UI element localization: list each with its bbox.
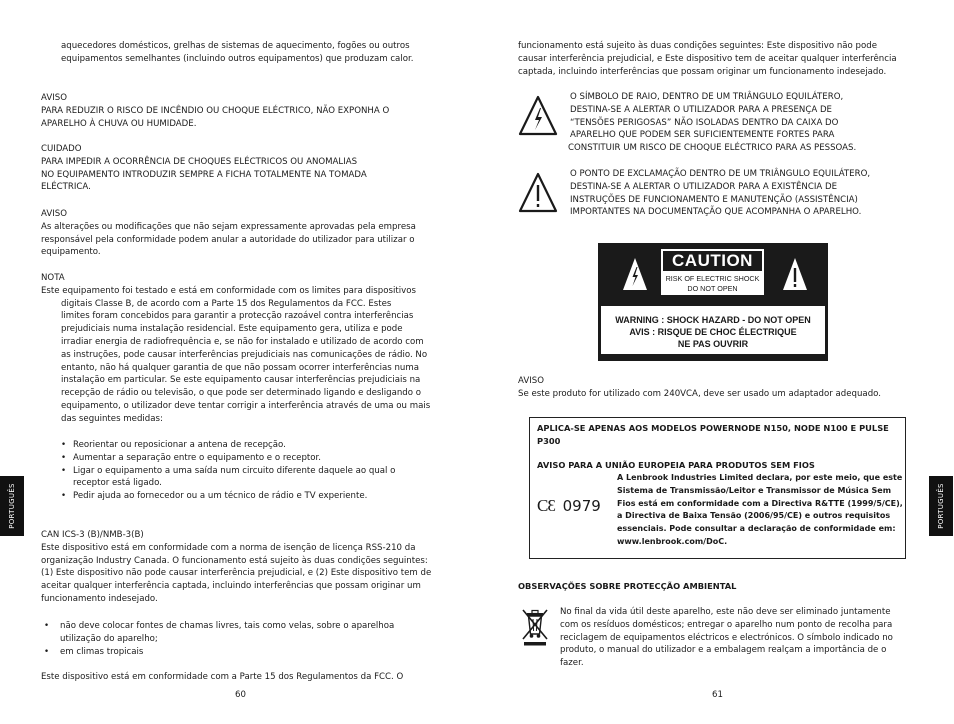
eu-notice-box xyxy=(529,417,906,559)
declaration-of-conformity: A Lenbrook Industries Limited declara, por este meio, que este Sistema de Transmissão/Leitor e Transmissor de Música Sem Fios está em conformidade com a Directiva R&TTE (1999/5/CE), a Directiva de Baixa Tensão (2006/95/CE) e outros requisitos essenciais. Pode consultar a declaração de conformidade em: www.lenbrook.com/DoC. xyxy=(617,473,903,546)
caution-label xyxy=(598,243,828,361)
caution-plate: CAUTION RISK OF ELECTRIC SHOCK DO NOT OPEN xyxy=(661,249,764,295)
list-item: • Reorientar ou reposicionar a antena de recepção. xyxy=(58,439,395,452)
list-item: • Pedir ajuda ao fornecedor ou a um técnico de rádio e TV experiente. xyxy=(58,490,395,503)
env-heading: OBSERVAÇÕES SOBRE PROTECÇÃO AMBIENTAL xyxy=(518,581,737,591)
ce-icon: CƐ xyxy=(537,496,555,515)
env-text: No final da vida útil deste aparelho, este não deve ser eliminado juntamente com os resíduos domésticos; entregar o aparelho num ponto de recolha para reciclagem de equipamentos eléctricos e electrónicos. O símbolo indicado no produto, o manual do utilizador e a embalagem realçam a importância de o fazer. xyxy=(560,607,893,669)
lightning-explanation: O SÍMBOLO DE RAIO, DENTRO DE UM TRIÂNGULO EQUILÁTERO, DESTINA-SE A ALERTAR O UTILIZADOR PARA A PRESENÇA DE “TENSÕES PERIGOSAS” NÃO ISOLADAS DENTRO DA CAIXA DO APARELHO QUE PODEM SER SUFICIENTEMENTE FORTES PARA CONSTITUIR UM RISCO DE CHOQUE ELÉCTRICO PARA AS PESSOAS. xyxy=(568,92,857,154)
fcc-part15-line: Este dispositivo está em conformidade com a Parte 15 dos Regulamentos da FCC. O xyxy=(41,672,404,682)
aviso-heading: AVISO xyxy=(41,209,67,219)
fcc-continuation: funcionamento está sujeito às duas condições seguintes: Este dispositivo não pode causar interferência prejudicial, e Este dispositivo tem de aceitar qualquer interferência captada, incluindo interferências que possam originar um funcionamento indesejado. xyxy=(518,41,897,77)
exclamation-warning-icon xyxy=(518,172,558,214)
intro-continuation: aquecedores domésticos, grelhas de sistemas de aquecimento, fogões ou outros equipamentos semelhantes (incluindo outros equipamentos) que produzam calor. xyxy=(61,41,414,64)
page-number: 61 xyxy=(712,690,723,700)
exclamation-explanation: O PONTO DE EXCLAMAÇÃO DENTRO DE UM TRIÂNGULO EQUILÁTERO, DESTINA-SE A ALERTAR O UTILIZADOR PARA A EXISTÊNCIA DE INSTRUÇÕES DE FUNCIONAMENTO E MANUTENÇÃO (ASSISTÊNCIA) IMPORTANTES NA DOCUMENTAÇÃO QUE ACOMPANHA O APARELHO. xyxy=(570,169,871,218)
caution-title: CAUTION xyxy=(663,251,762,271)
fcc-measures-list xyxy=(58,439,395,503)
aviso-heading: AVISO xyxy=(41,93,67,103)
ics-section: CAN ICS-3 (B)/NMB-3(B) Este dispositivo está em conformidade com a norma de isenção de licença RSS-210 da organização Industry Canada. O funcionamento está sujeito às duas condições seguintes: (1) Este dispositivo não pode causar interferência prejudicial, e (2) Este dispositivo tem de aceitar qualquer interferência captada, incluindo interferências que possam originar um funcionamento indesejado. xyxy=(41,530,432,604)
list-item: • não deve colocar fontes de chamas livres, tais como velas, sobre o aparelhoa utilização do aparelho; xyxy=(41,620,394,646)
cuidado-section: CUIDADO PARA IMPEDIR A OCORRÊNCIA DE CHOQUES ELÉCTRICOS OU ANOMALIAS NO EQUIPAMENTO INTRODUZIR SEMPRE A FICHA TOTALMENTE NA TOMADA ELÉCTRICA. xyxy=(41,144,367,193)
nota-section: NOTA Este equipamento foi testado e está em conformidade com os limites para dispositivos digitais Classe B, de acordo com a Parte 15 dos Regulamentos da FCC. Estes limites foram concebidos para garantir a protecção razoável contra interferências prejudiciais numa instalação residencial. Este equipamento gera, utiliza e pode irradiar energia de radiofrequência e, se não for instalado e utilizado de acordo com as instruções, pode causar interferências prejudiciais nas comunicações de rádio. No entanto, não há qualquer garantia de que não possam ocorrer interferências numa instalação em particular. Se este equipamento causar interferências prejudiciais na recepção de rádio ou televisão, o que pode ser determinado ligando e desligando o equipamento, o utilizador deve tentar corrigir a interferência através de uma ou mais das seguintes medidas: xyxy=(41,273,431,424)
language-tab: PORTUGUÊS xyxy=(929,476,953,536)
nota-heading: NOTA xyxy=(41,273,65,283)
ce-mark: CƐ 0979 xyxy=(537,496,601,515)
list-item: • Ligar o equipamento a uma saída num circuito diferente daquele ao qual o receptor está ligado. xyxy=(58,465,395,491)
list-item: • em climas tropicais xyxy=(41,646,394,659)
aviso-heading: AVISO xyxy=(518,376,544,386)
right-page xyxy=(477,0,954,724)
ics-heading: CAN ICS-3 (B)/NMB-3(B) xyxy=(41,530,144,540)
page-number: 60 xyxy=(235,690,246,700)
weee-crossed-bin-icon xyxy=(520,606,550,646)
aviso-modifications-section: AVISO As alterações ou modificações que não sejam expressamente aprovadas pela empresa responsável pela conformidade podem anular a autoridade do utilizador para utilizar o equipamento. xyxy=(41,209,416,258)
aviso-rain-section: AVISO PARA REDUZIR O RISCO DE INCÊNDIO OU CHOQUE ELÉCTRICO, NÃO EXPONHA O APARELHO À CHUVA OU HUMIDADE. xyxy=(41,93,390,129)
language-tab: PORTUGUÊS xyxy=(0,476,24,536)
exclamation-label-icon xyxy=(782,257,808,291)
cuidado-heading: CUIDADO xyxy=(41,144,82,154)
eu-notice-heading: AVISO PARA A UNIÃO EUROPEIA PARA PRODUTOS SEM FIOS xyxy=(537,460,815,470)
aviso-voltage-section: AVISO Se este produto for utilizado com 240VCA, deve ser usado um adaptador adequado. xyxy=(518,376,881,399)
models-applicability: APLICA-SE APENAS AOS MODELOS POWERNODE N150, NODE N100 E PULSE P300 xyxy=(537,423,889,446)
caution-warning-text: WARNING : SHOCK HAZARD - DO NOT OPEN AVIS : RISQUE DE CHOC ÉLECTRIQUE NE PAS OUVRIR xyxy=(601,306,825,354)
lightning-label-icon xyxy=(622,257,648,291)
lightning-warning-icon xyxy=(518,95,558,137)
list-item: • Aumentar a separação entre o equipamento e o receptor. xyxy=(58,452,395,465)
placement-list xyxy=(41,620,394,658)
